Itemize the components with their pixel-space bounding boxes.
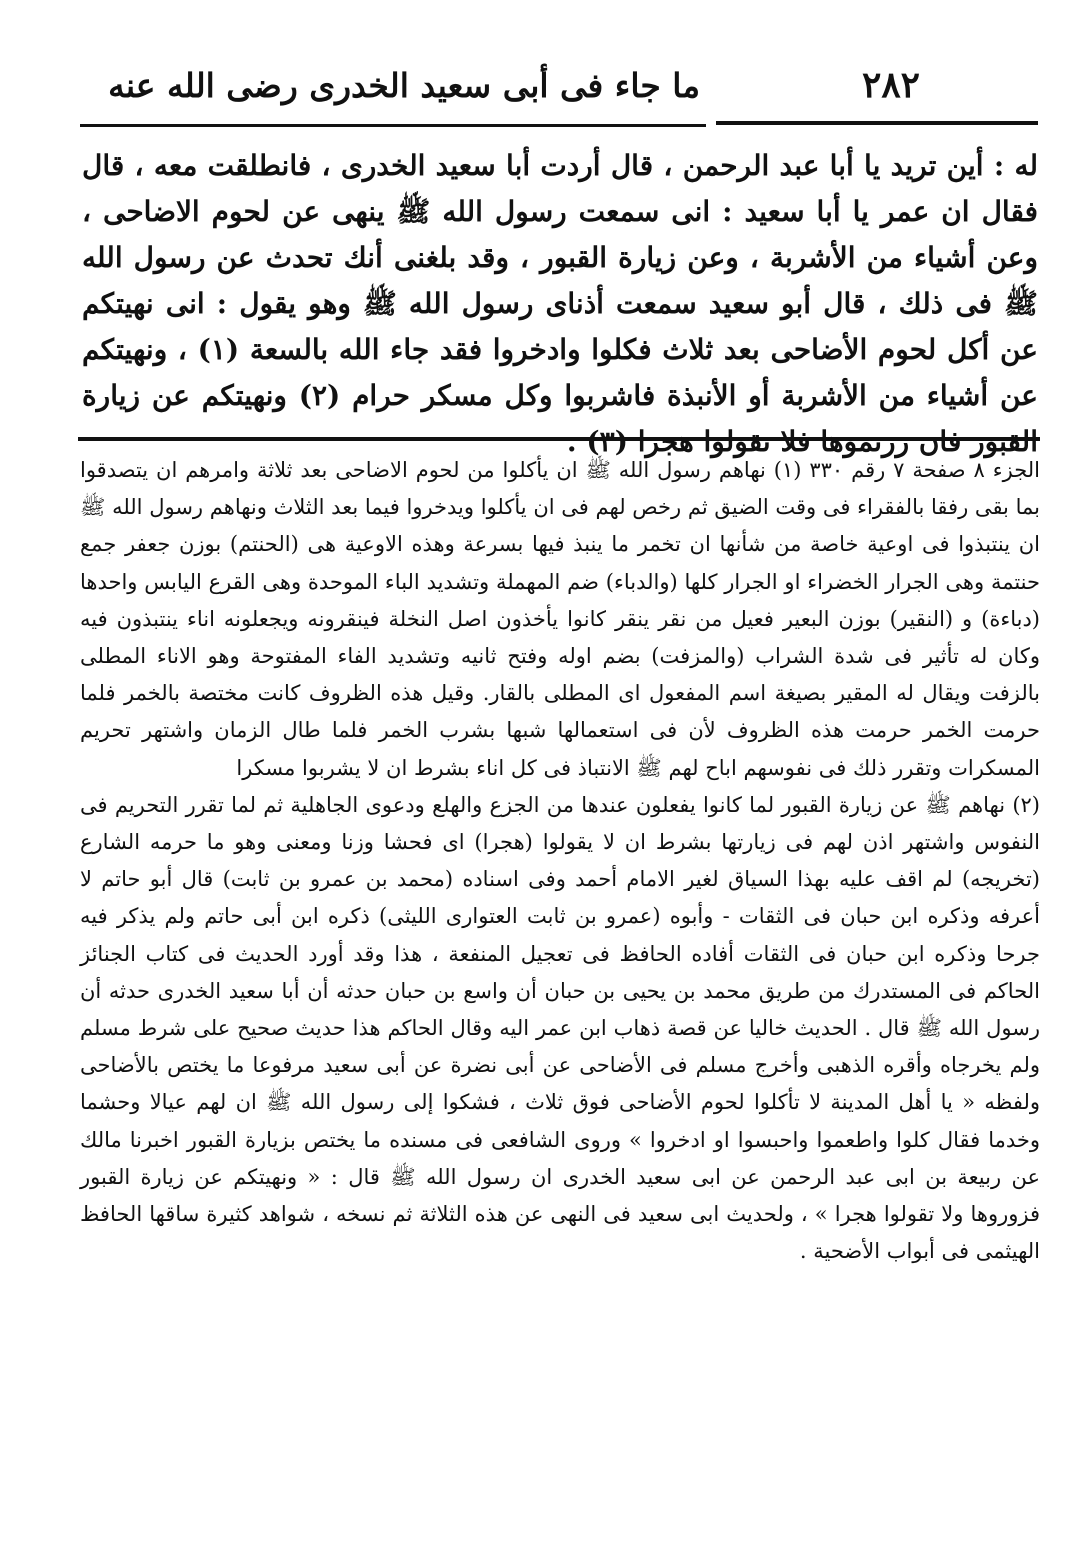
header-rule-right bbox=[716, 121, 1038, 125]
running-title: ما جاء فى أبى سعيد الخدرى رضى الله عنه bbox=[108, 66, 700, 105]
footnotes-section bbox=[80, 452, 1040, 1270]
page-header bbox=[80, 62, 1040, 114]
hadith-main-text bbox=[82, 143, 1038, 465]
footnote-paragraph-2: (٢) نهاهم ﷺ عن زيارة القبور لما كانوا يفعلون عندها من الجزع والهلع ودعوى الجاهلية ثم لما تقرر التحريم فى النفوس واشتهر اذن لهم فى زيارتها بشرط ان لا يقولوا (هجرا) اى فحشا وزنا ومعنى وهو ما حرمه الشارع (تخريجه) لم اقف عليه بهذا السياق لغير الامام أحمد وفى اسناده (محمد بن عمرو بن ثابت) قال أبو حاتم لا أعرفه وذكره ابن حبان فى الثقات - وأبوه (عمرو بن ثابت العتوارى الليثى) ذكره ابن أبى حاتم ولم يذكر فيه جرحا وذكره ابن حبان فى الثقات أفاده الحافظ فى تعجيل المنفعة ، هذا وقد أورد الحديث فى كتاب الجنائز الحاكم فى المستدرك من طريق محمد بن يحيى بن حبان أن واسع بن حبان حدثه أن أبا سعيد الخدرى حدثه أن رسول الله ﷺ قال . الحديث خاليا عن قصة ذهاب ابن عمر اليه وقال الحاكم هذا حديث صحيح على شرط مسلم ولم يخرجاه وأقره الذهبى وأخرج مسلم فى الأضاحى عن أبى نضرة عن أبى سعيد مرفوعا ما يختص بالأضاحى ولفظه « يا أهل المدينة لا تأكلوا لحوم الأضاحى فوق ثلاث ، فشكوا إلى رسول الله ﷺ ان لهم عيالا وحشما وخدما فقال كلوا واطعموا واحبسوا او ادخروا » وروى الشافعى فى مسنده ما يختص بزيارة القبور اخبرنا مالك عن ربيعة بن ابى عبد الرحمن عن ابى سعيد الخدرى ان رسول الله ﷺ قال : « ونهيتكم عن زيارة القبور فزوروها ولا تقولوا هجرا » ، ولحديث ابى سعيد فى النهى عن هذه الثلاثة ثم نسخه ، شواهد كثيرة ساقها الحافظ الهيثمى فى أبواب الأضحية . bbox=[80, 792, 1040, 1264]
footnote-paragraph-1: الجزء ٨ صفحة ٧ رقم ٣٣٠ (١) نهاهم رسول الله ﷺ ان يأكلوا من لحوم الاضاحى بعد ثلاثة وامرهم ان يتصدقوا بما بقى رفقا بالفقراء فى وقت الضيق ثم رخص لهم فى ان يأكلوا ويدخروا فيما بعد الثلاث ونهاهم رسول الله ﷺ ان ينتبذوا فى اوعية خاصة من شأنها ان تخمر ما ينبذ فيها بسرعة وهذه الاوعية هى (الحنتم) بوزن جعفر جمع حنتمة وهى الجرار الخضراء او الجرار كلها (والدباء) ضم المهملة وتشديد الباء الموحدة وهى القرع اليابس واحدها (دباءة) و (النقير) بوزن البعير فعيل من نقر ينقر كانوا يأخذون اصل النخلة فينقرونه ويجعلونه اناء ينتبذون فيه وكان له تأثير فى شدة الشراب (والمزفت) بضم اوله وفتح ثانيه وتشديد الفاء المفتوحة وهو الاناء المطلى بالزفت ويقال له المقير بصيغة اسم المفعول اى المطلى بالقار. وقيل هذه الظروف كانت مختصة بالخمر فلما حرمت الخمر حرمت هذه الظروف لأن فى استعمالها شبها بشرب الخمر فلما طال الزمان واشتهر تحريم المسكرات وتقرر ذلك فى نفوسهم اباح لهم ﷺ الانتباذ فى كل اناء بشرط ان لا يشربوا مسكرا bbox=[80, 458, 1040, 780]
page-number: ٢٨٢ bbox=[861, 64, 920, 106]
header-rule-left bbox=[80, 124, 706, 127]
footnote-separator-rule bbox=[78, 437, 1040, 441]
main-paragraph: له : أين تريد يا أبا عبد الرحمن ، قال أردت أبا سعيد الخدرى ، فانطلقت معه ، قال فقال ان عمر يا أبا سعيد : انى سمعت رسول الله ﷺ ينهى عن لحوم الاضاحى ، وعن أشياء من الأشربة ، وعن زيارة القبور ، وقد بلغنى أنك تحدث عن رسول الله ﷺ فى ذلك ، قال أبو سعيد سمعت أذناى رسول الله ﷺ وهو يقول : انى نهيتكم عن أكل لحوم الأضاحى بعد ثلاث فكلوا وادخروا فقد جاء الله بالسعة (١) ، ونهيتكم عن أشياء من الأشربة أو الأنبذة فاشربوا وكل مسكر حرام (٢) ونهيتكم عن زيارة القبور فان زرتموها فلا تقولوا هجرا (٣) . bbox=[82, 149, 1039, 458]
